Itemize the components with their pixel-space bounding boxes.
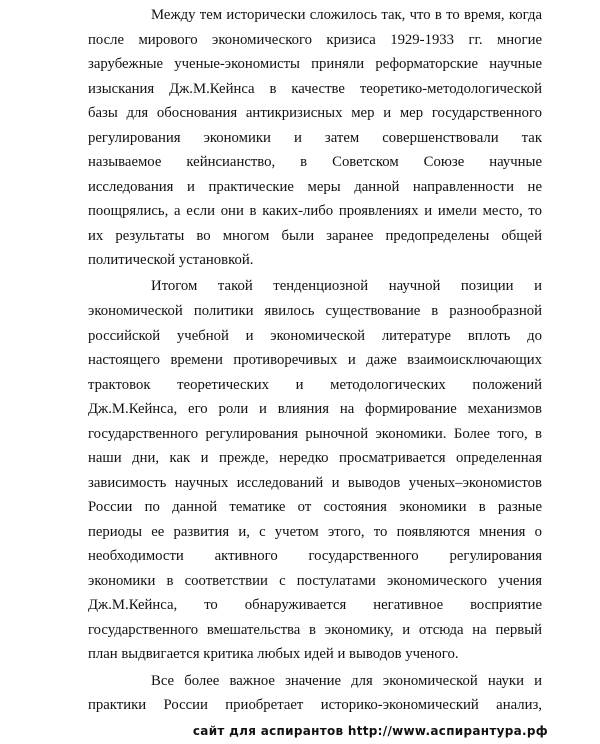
text-line: государственного вмешательства в экономику, и отсюда на первый [88,621,542,638]
text-line: Итогом такой тенденциозной научной позиции и [151,278,542,295]
text-line: периоды ее развития и, с учетом этого, то появляются мнения о [88,523,542,540]
text-line: их результаты во многом были заранее предопределены общей [88,227,542,244]
text-line: Все более важное значение для экономической науки и [151,672,542,689]
text-line: поощрялись, а если они в каких-либо проявлениях и имели место, то [88,203,542,220]
text-line: государственного регулирования рыночной экономики. Более того, в [88,425,542,442]
text-line: план выдвигается критика любых идей и выводов ученого. [88,646,459,663]
text-line: трактовок теоретических и методологических положений [88,376,542,393]
text-line: Дж.М.Кейнса, его роли и влияния на формирование механизмов [88,401,542,417]
text-line: изыскания Дж.М.Кейнса в качестве теоретико-методологической [88,80,542,97]
text-line: необходимости активного государственного регулирования [88,548,542,565]
text-line: зависимость научных исследований и выводов ученых–экономистов [88,474,542,491]
text-line: практики России приобретает историко-экономический анализ, [88,697,542,713]
text-line: российской учебной и экономической литературе вплоть до [88,327,542,344]
text-line: наши дни, как и прежде, нередко просматривается определенная [88,450,542,467]
text-line: Между тем исторически сложилось так, что в то время, когда [151,7,542,23]
text-line: настоящего времени противоречивых и даже взаимоисключающих [88,352,542,368]
text-line: Дж.М.Кейнса, то обнаруживается негативное восприятие [88,597,542,614]
text-line: экономики в соответствии с постулатами экономического учения [88,572,542,589]
text-line: политической установкой. [88,252,254,269]
site-footer-watermark: сайт для аспирантов http://www.аспирантура.рф [192,724,548,738]
text-line: регулирования экономики и затем совершенствовали так [88,129,542,146]
text-line: зарубежные ученые-экономисты приняли реформаторские научные [88,56,542,72]
text-line: называемое кейнсианство, в Советском Союзе научные [88,154,542,171]
text-line: экономической политики явилось существование в разнообразной [88,303,542,319]
text-line: исследования и практические меры данной направленности не [88,178,542,195]
text-line: базы для обоснования антикризисных мер и мер государственного [88,105,542,122]
text-line: после мирового экономического кризиса 1929-1933 гг. многие [88,31,542,48]
text-line: России по данной тематике от состояния экономики в разные [88,499,542,516]
